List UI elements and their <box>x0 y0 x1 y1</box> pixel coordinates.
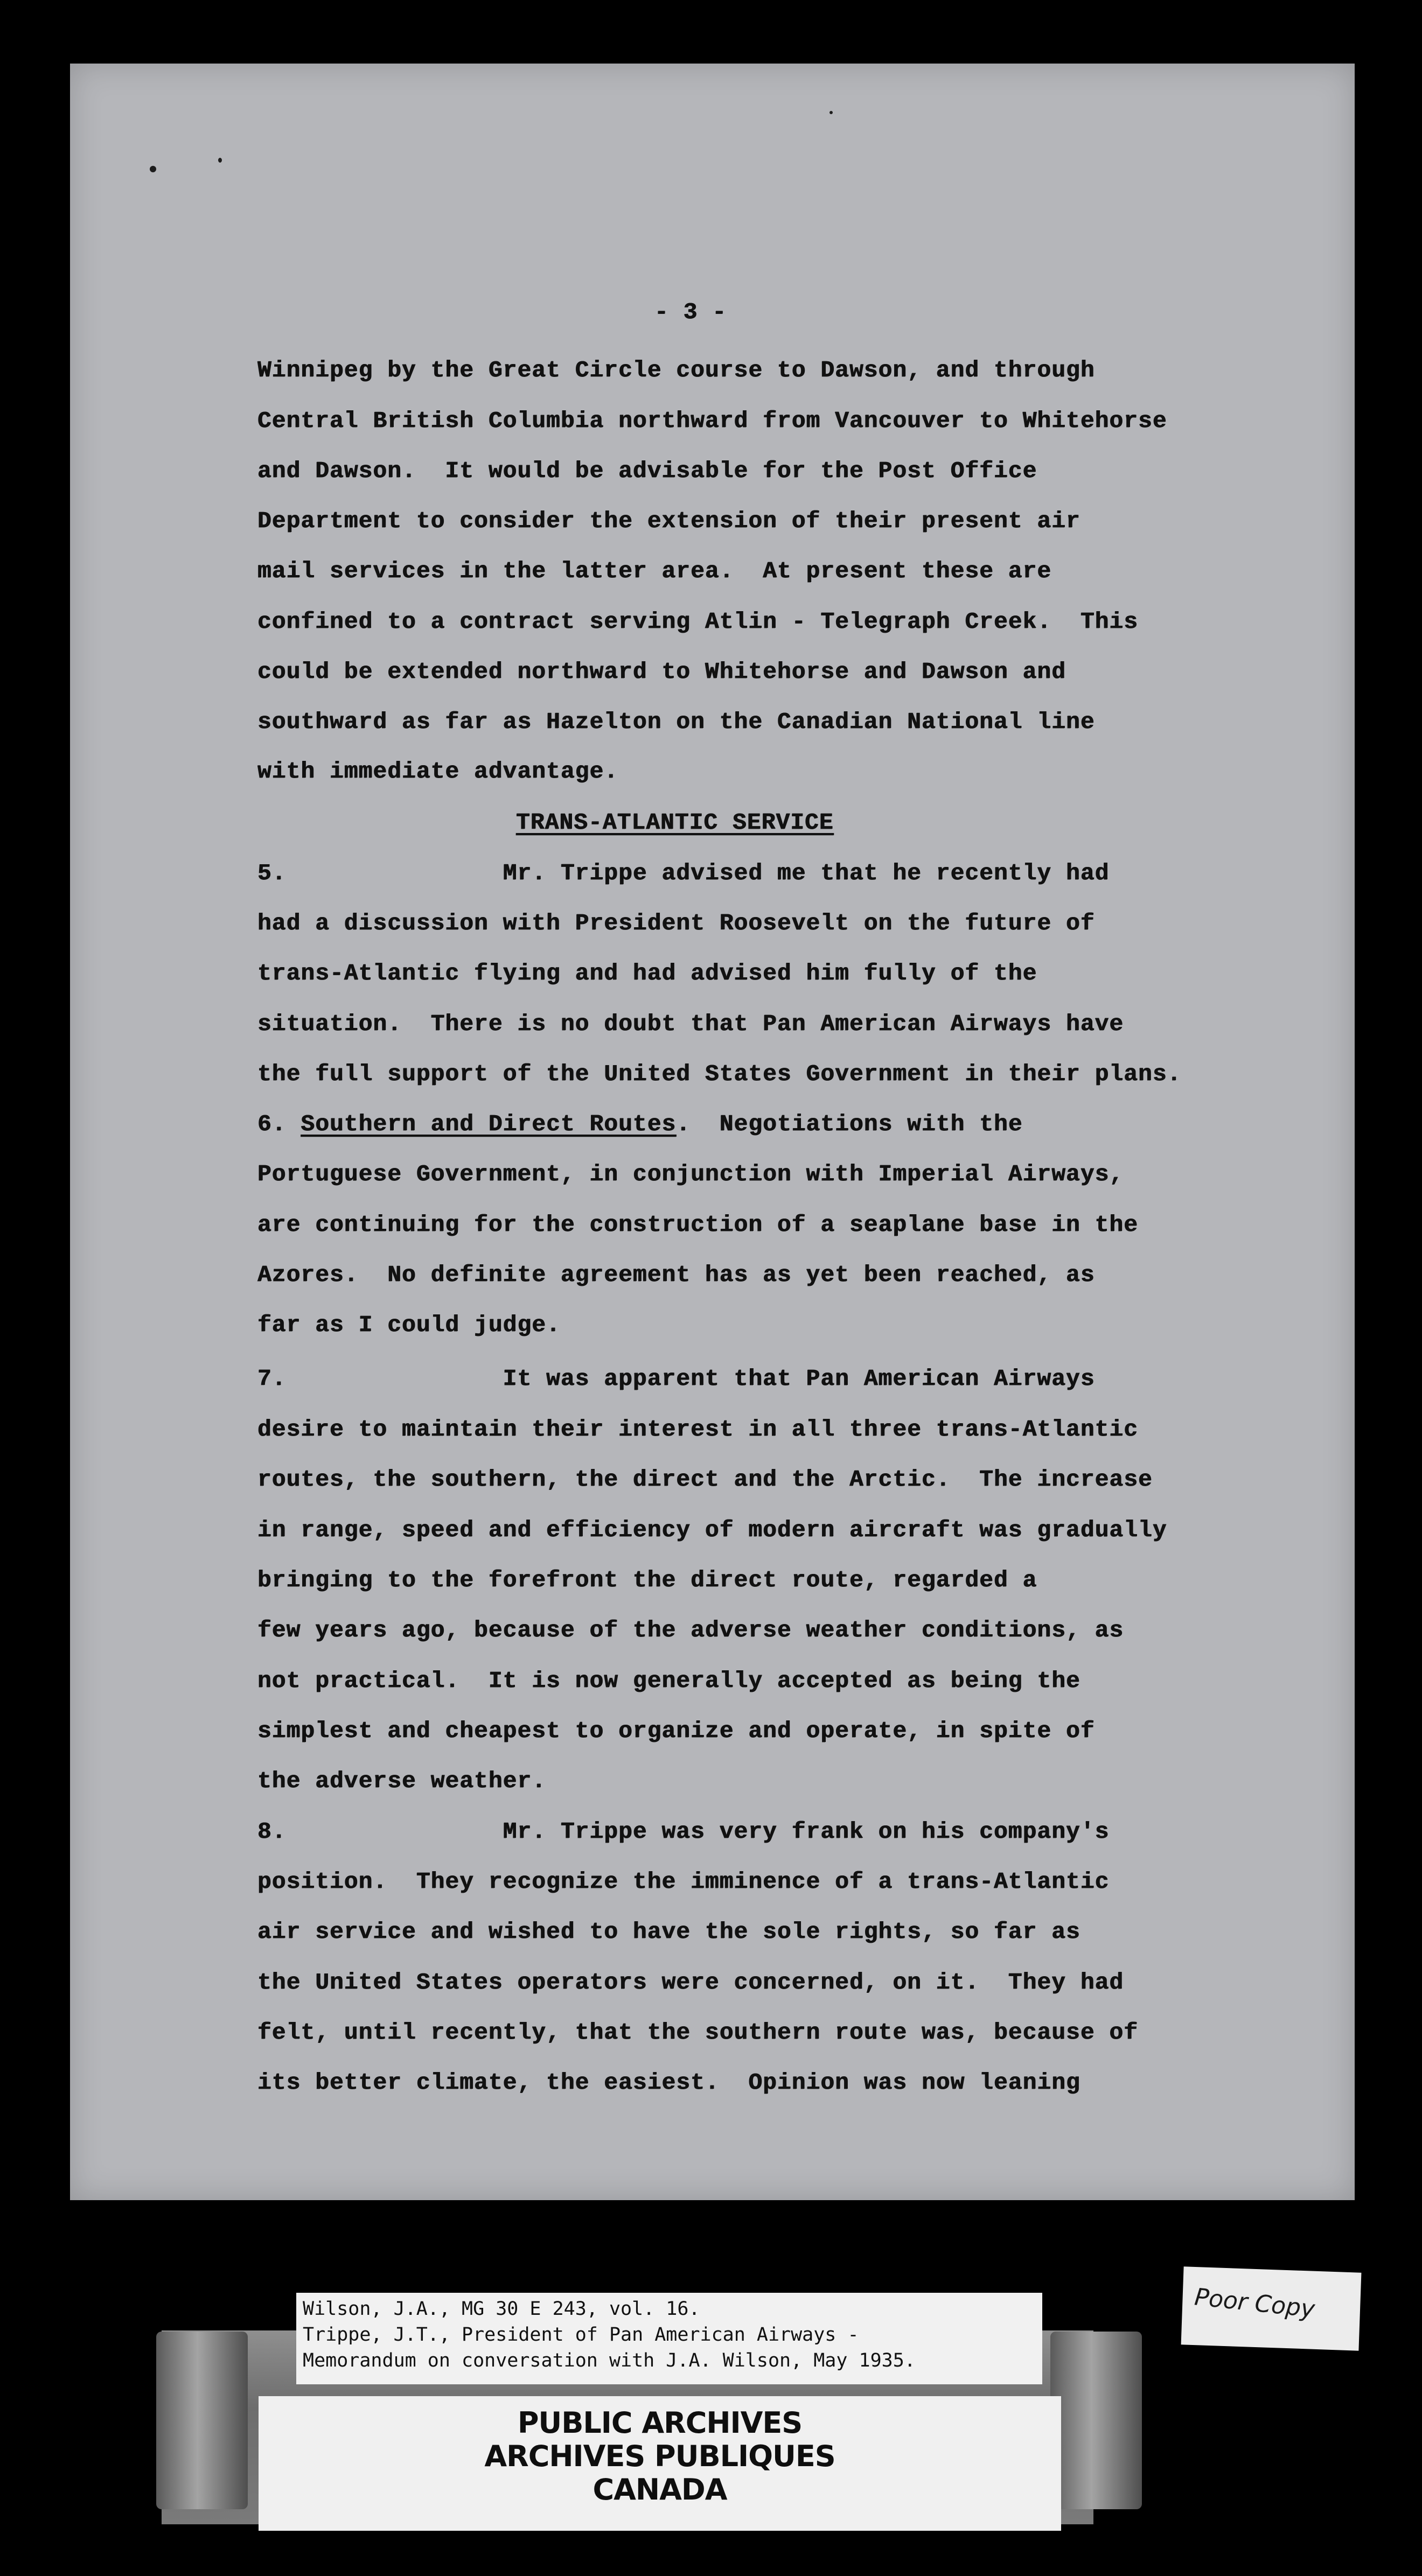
body-line: bringing to the forefront the direct route, regarded a <box>257 1567 1037 1593</box>
body-line: Azores. No definite agreement has as yet been reached, as <box>257 1262 1095 1288</box>
archive-index-card <box>296 2293 1042 2384</box>
body-line: are continuing for the construction of a seaplane base in the <box>257 1212 1139 1238</box>
handwritten-note: Poor Copy <box>1193 2283 1316 2323</box>
archive-stamp <box>259 2396 1061 2531</box>
body-line <box>257 1111 1023 1137</box>
dust-speck <box>150 166 156 172</box>
body-line: Portuguese Government, in conjunction with Imperial Airways, <box>257 1161 1124 1187</box>
subsection-heading: Southern and Direct Routes <box>301 1111 677 1137</box>
body-line: position. They recognize the imminence of a trans-Atlantic <box>257 1868 1110 1895</box>
card-line: Wilson, J.A., MG 30 E 243, vol. 16. <box>303 2298 700 2320</box>
body-line: the full support of the United States Government in their plans. <box>257 1061 1182 1087</box>
body-line: trans-Atlantic flying and had advised him fully of the <box>257 960 1037 986</box>
stamp-line: CANADA <box>593 2473 727 2507</box>
stamp-line: PUBLIC ARCHIVES <box>517 2406 803 2440</box>
body-line: could be extended northward to Whitehorse and Dawson and <box>257 659 1066 685</box>
body-line: confined to a contract serving Atlin - Telegraph Creek. This <box>257 608 1139 635</box>
body-line: the United States operators were concerned, on it. They had <box>257 1969 1124 1996</box>
section-heading: TRANS-ATLANTIC SERVICE <box>516 809 834 836</box>
body-line: with immediate advantage. <box>257 758 619 785</box>
body-line: 5. Mr. Trippe advised me that he recently had <box>257 860 1110 886</box>
body-line: felt, until recently, that the southern route was, because of <box>257 2019 1139 2046</box>
body-line: its better climate, the easiest. Opinion was now leaning <box>257 2069 1081 2096</box>
card-line: Trippe, J.T., President of Pan American Airways - <box>303 2324 859 2346</box>
body-line: not practical. It is now generally accepted as being the <box>257 1668 1081 1694</box>
body-line: in range, speed and efficiency of modern aircraft was gradually <box>257 1517 1167 1543</box>
card-line: Memorandum on conversation with J.A. Wilson, May 1935. <box>303 2350 916 2371</box>
body-line: far as I could judge. <box>257 1312 561 1338</box>
body-line: 7. It was apparent that Pan American Airways <box>257 1366 1095 1392</box>
body-line: air service and wished to have the sole rights, so far as <box>257 1919 1081 1945</box>
body-line: and Dawson. It would be advisable for the Post Office <box>257 458 1037 484</box>
body-line: mail services in the latter area. At present these are <box>257 558 1052 584</box>
body-line: the adverse weather. <box>257 1768 547 1794</box>
body-line: desire to maintain their interest in all three trans-Atlantic <box>257 1416 1139 1443</box>
body-line: Central British Columbia northward from Vancouver to Whitehorse <box>257 408 1167 434</box>
body-text: . Negotiations with the <box>676 1111 1023 1137</box>
body-line: situation. There is no doubt that Pan American Airways have <box>257 1011 1124 1037</box>
dust-speck <box>218 158 222 163</box>
body-line: routes, the southern, the direct and the Arctic. The increase <box>257 1466 1153 1493</box>
body-line: few years ago, because of the adverse weather conditions, as <box>257 1617 1124 1643</box>
paragraph-number: 6. <box>257 1111 301 1137</box>
body-line: 8. Mr. Trippe was very frank on his company's <box>257 1818 1110 1845</box>
dust-speck <box>830 111 833 114</box>
binder-clip <box>156 2332 248 2509</box>
body-line: southward as far as Hazelton on the Canadian National line <box>257 709 1095 735</box>
stamp-line: ARCHIVES PUBLIQUES <box>484 2439 835 2473</box>
body-line: had a discussion with President Roosevelt on the future of <box>257 910 1095 936</box>
page-number: - 3 - <box>654 299 727 325</box>
body-line: Department to consider the extension of their present air <box>257 508 1081 534</box>
handwritten-note-tag <box>1181 2266 1362 2350</box>
body-line: Winnipeg by the Great Circle course to Dawson, and through <box>257 357 1095 383</box>
body-line: simplest and cheapest to organize and operate, in spite of <box>257 1718 1095 1744</box>
binder-clip <box>1050 2332 1142 2509</box>
